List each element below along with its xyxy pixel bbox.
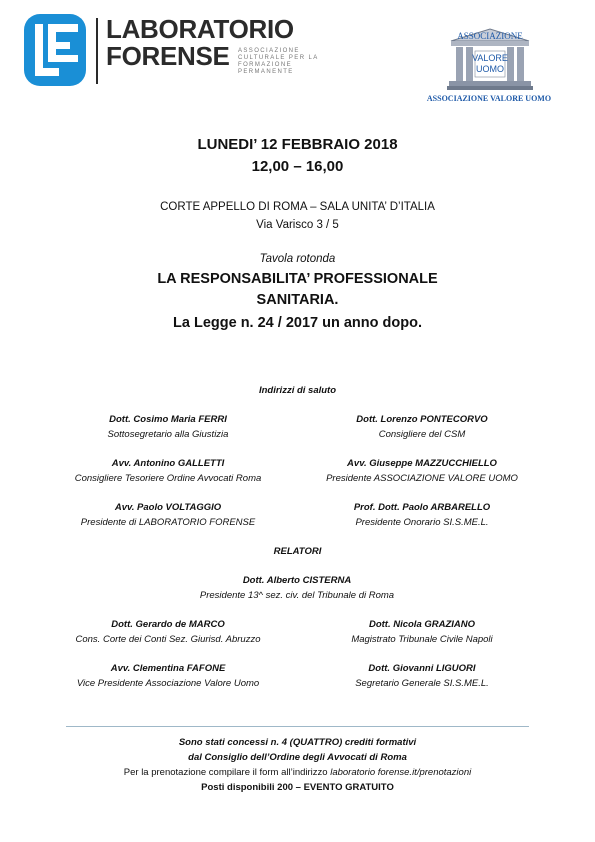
saluti-person bbox=[302, 414, 542, 440]
person-name: Dott. Cosimo Maria FERRI bbox=[109, 414, 227, 425]
emblem-mid1-text: VALORE bbox=[472, 53, 508, 63]
emblem-mid2-text: UOMO bbox=[476, 64, 504, 74]
saluti-heading: Indirizzi di saluto bbox=[258, 385, 337, 396]
person-role: Presidente 13^ sez. civ. del Tribunale di Roma bbox=[199, 590, 395, 601]
relatore-center bbox=[177, 575, 417, 601]
person-role: Presidente di LABORATORIO FORENSE bbox=[80, 517, 256, 528]
saluti-person bbox=[48, 502, 288, 528]
person-name: Dott. Giovanni LIGUORI bbox=[368, 663, 476, 674]
valore-uomo-caption: ASSOCIAZIONE VALORE UOMO bbox=[426, 94, 552, 103]
relatore-person bbox=[302, 619, 542, 645]
person-name: Prof. Dott. Paolo ARBARELLO bbox=[353, 502, 491, 513]
person-role: Vice Presidente Associazione Valore Uomo bbox=[76, 678, 260, 689]
person-name: Avv. Clementina FAFONE bbox=[110, 663, 226, 674]
person-role: Segretario Generale SI.S.ME.L. bbox=[355, 678, 489, 689]
relatore-person bbox=[302, 663, 542, 689]
logo-title-line1: LABORATORIO bbox=[106, 14, 294, 44]
logo-title-line2: FORENSE bbox=[106, 41, 230, 71]
person-role: Presidente Onorario SI.S.ME.L. bbox=[355, 517, 489, 528]
booking-line bbox=[0, 767, 595, 778]
credits-line2: dal Consiglio dell’Ordine degli Avvocati di Roma bbox=[188, 752, 407, 763]
person-role: Presidente ASSOCIAZIONE VALORE UOMO bbox=[326, 473, 518, 484]
booking-link[interactable]: laboratorio forense.it/prenotazioni bbox=[330, 767, 472, 778]
person-role: Consigliere del CSM bbox=[378, 429, 466, 440]
booking-text: Per la prenotazione compilare il form all’indirizzo bbox=[123, 767, 331, 778]
person-role: Cons. Corte dei Conti Sez. Giurisd. Abruzzo bbox=[75, 634, 261, 645]
relatore-person bbox=[48, 619, 288, 645]
credits-line1: Sono stati concessi n. 4 (QUATTRO) crediti formativi bbox=[178, 737, 417, 748]
seats-line: Posti disponibili 200 – EVENTO GRATUITO bbox=[201, 782, 394, 793]
footer-divider bbox=[66, 726, 529, 727]
person-name: Dott. Gerardo de MARCO bbox=[111, 619, 225, 630]
event-title-line3: La Legge n. 24 / 2017 un anno dopo. bbox=[173, 315, 422, 331]
event-time: 12,00 – 16,00 bbox=[251, 158, 344, 175]
person-name: Avv. Antonino GALLETTI bbox=[111, 458, 225, 469]
saluti-person bbox=[302, 502, 542, 528]
laboratorio-forense-logo-icon bbox=[24, 14, 86, 86]
person-name: Dott. Nicola GRAZIANO bbox=[368, 619, 476, 630]
relatore-person bbox=[48, 663, 288, 689]
event-title-line2: SANITARIA. bbox=[256, 292, 339, 308]
logo-mark-letter: L bbox=[24, 14, 25, 15]
relatori-heading: RELATORI bbox=[273, 546, 322, 557]
event-type: Tavola rotonda bbox=[259, 253, 336, 265]
person-name: Dott. Lorenzo PONTECORVO bbox=[356, 414, 488, 425]
person-name: Dott. Alberto CISTERNA bbox=[242, 575, 352, 586]
person-name: Avv. Paolo VOLTAGGIO bbox=[114, 502, 222, 513]
saluti-person bbox=[48, 414, 288, 440]
person-name: Avv. Giuseppe MAZZUCCHIELLO bbox=[347, 458, 497, 469]
logo-subtitle: ASSOCIAZIONE CULTURALE PER LA FORMAZIONE PERMANENTE bbox=[238, 48, 319, 75]
emblem-top-text: ASSOCIAZIONE bbox=[457, 31, 523, 41]
valore-uomo-temple-icon bbox=[447, 27, 533, 91]
logo-divider bbox=[96, 18, 98, 84]
event-date: LUNEDI’ 12 FEBBRAIO 2018 bbox=[197, 136, 398, 153]
saluti-person bbox=[48, 458, 288, 484]
event-title-line1: LA RESPONSABILITA’ PROFESSIONALE bbox=[157, 271, 438, 287]
event-address: Via Varisco 3 / 5 bbox=[256, 219, 339, 231]
event-venue: CORTE APPELLO DI ROMA – SALA UNITA’ D’ITALIA bbox=[160, 201, 435, 213]
person-role: Magistrato Tribunale Civile Napoli bbox=[351, 634, 493, 645]
saluti-person bbox=[302, 458, 542, 484]
person-role: Sottosegretario alla Giustizia bbox=[107, 429, 229, 440]
person-role: Consigliere Tesoriere Ordine Avvocati Roma bbox=[74, 473, 262, 484]
